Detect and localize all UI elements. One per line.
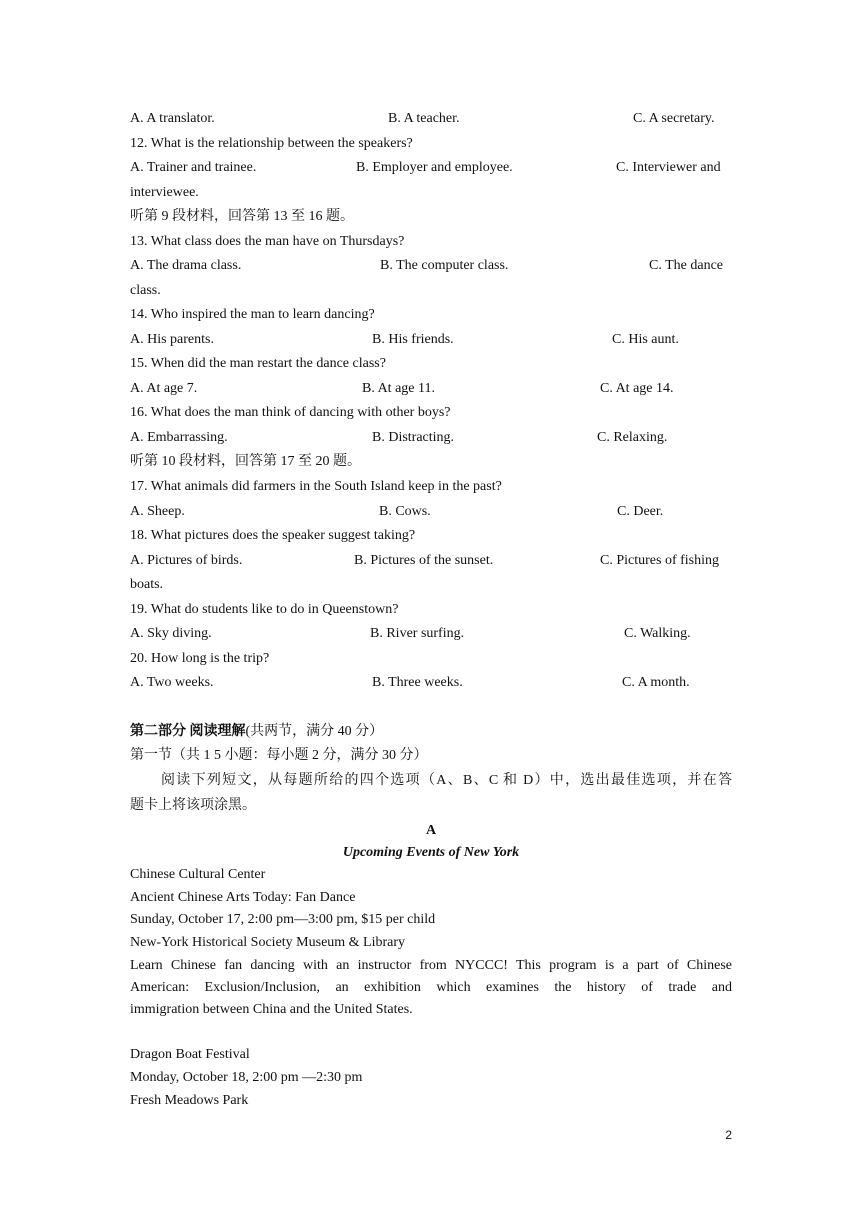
section-9-instruction: 听第 9 段材料，回答第 13 至 16 题。 bbox=[130, 209, 354, 224]
question-20: 20. How long is the trip? bbox=[130, 651, 270, 666]
q19-option-a: A. Sky diving. bbox=[130, 626, 212, 641]
question-18: 18. What pictures does the speaker suggest taking? bbox=[130, 528, 416, 543]
q18-option-c: C. Pictures of fishing bbox=[600, 553, 719, 568]
q12-option-b: B. Employer and employee. bbox=[356, 160, 513, 175]
part2-heading-bold: 第二部分 阅读理解 bbox=[130, 724, 246, 739]
q14-option-b: B. His friends. bbox=[372, 332, 454, 347]
event1-desc-line1: Learn Chinese fan dancing with an instructor from NYCCC! This program is a part of Chinese bbox=[130, 958, 732, 973]
page-number: 2 bbox=[725, 1128, 732, 1142]
q18-option-c-wrap: boats. bbox=[130, 577, 164, 592]
q17-option-a: A. Sheep. bbox=[130, 504, 185, 519]
question-12: 12. What is the relationship between the speakers? bbox=[130, 136, 413, 151]
q17-option-c: C. Deer. bbox=[617, 504, 664, 519]
q20-option-b: B. Three weeks. bbox=[372, 675, 463, 690]
q16-option-a: A. Embarrassing. bbox=[130, 430, 228, 445]
event2-venue: Fresh Meadows Park bbox=[130, 1093, 249, 1108]
q20-option-c: C. A month. bbox=[622, 675, 690, 690]
q13-option-b: B. The computer class. bbox=[380, 258, 509, 273]
q15-option-a: A. At age 7. bbox=[130, 381, 198, 396]
q12-option-c-wrap: interviewee. bbox=[130, 185, 199, 200]
q18-option-b: B. Pictures of the sunset. bbox=[354, 553, 494, 568]
q16-option-c: C. Relaxing. bbox=[597, 430, 668, 445]
q13-option-c-wrap: class. bbox=[130, 283, 161, 298]
q19-option-c: C. Walking. bbox=[624, 626, 691, 641]
q11-option-c: C. A secretary. bbox=[633, 111, 715, 126]
q15-option-b: B. At age 11. bbox=[362, 381, 435, 396]
q11-option-b: B. A teacher. bbox=[388, 111, 460, 126]
question-19: 19. What do students like to do in Queenstown? bbox=[130, 602, 399, 617]
q16-option-b: B. Distracting. bbox=[372, 430, 455, 445]
q12-option-a: A. Trainer and trainee. bbox=[130, 160, 257, 175]
q13-option-c: C. The dance bbox=[649, 258, 723, 273]
section-10-instruction: 听第 10 段材料，回答第 17 至 20 题。 bbox=[130, 454, 361, 469]
q14-option-c: C. His aunt. bbox=[612, 332, 679, 347]
event2-name: Dragon Boat Festival bbox=[130, 1047, 250, 1062]
part2-heading-rest: (共两节，满分 40 分） bbox=[245, 724, 384, 739]
event1-time: Sunday, October 17, 2:00 pm—3:00 pm, $15 per child bbox=[130, 912, 436, 927]
event1-org: Chinese Cultural Center bbox=[130, 867, 266, 882]
event1-venue: New-York Historical Society Museum & Library bbox=[130, 935, 406, 950]
event2-time: Monday, October 18, 2:00 pm —2:30 pm bbox=[130, 1070, 363, 1085]
q13-option-a: A. The drama class. bbox=[130, 258, 242, 273]
passage-letter: A bbox=[425, 823, 437, 838]
q18-option-a: A. Pictures of birds. bbox=[130, 553, 243, 568]
q20-option-a: A. Two weeks. bbox=[130, 675, 214, 690]
event1-desc-line3: immigration between China and the United States. bbox=[130, 1002, 413, 1017]
question-16: 16. What does the man think of dancing with other boys? bbox=[130, 405, 451, 420]
reading-instruction-line1: 阅读下列短文，从每题所给的四个选项（A、B、C 和 D）中，选出最佳选项，并在答 bbox=[161, 773, 732, 788]
q17-option-b: B. Cows. bbox=[379, 504, 431, 519]
reading-instruction-line2: 题卡上将该项涂黑。 bbox=[130, 798, 256, 813]
question-14: 14. Who inspired the man to learn dancing? bbox=[130, 307, 375, 322]
passage-title: Upcoming Events of New York bbox=[342, 845, 520, 860]
question-15: 15. When did the man restart the dance class? bbox=[130, 356, 386, 371]
q14-option-a: A. His parents. bbox=[130, 332, 214, 347]
q12-option-c: C. Interviewer and bbox=[616, 160, 721, 175]
q19-option-b: B. River surfing. bbox=[370, 626, 465, 641]
q11-option-a: A. A translator. bbox=[130, 111, 215, 126]
section1-heading: 第一节（共 1 5 小题：每小题 2 分，满分 30 分） bbox=[130, 748, 428, 763]
event1-name: Ancient Chinese Arts Today: Fan Dance bbox=[130, 890, 356, 905]
event1-desc-line2: American: Exclusion/Inclusion, an exhibition which examines the history of trade and bbox=[130, 980, 732, 995]
part2-heading bbox=[130, 722, 732, 742]
question-13: 13. What class does the man have on Thursdays? bbox=[130, 234, 405, 249]
q15-option-c: C. At age 14. bbox=[600, 381, 674, 396]
question-17: 17. What animals did farmers in the South Island keep in the past? bbox=[130, 479, 502, 494]
